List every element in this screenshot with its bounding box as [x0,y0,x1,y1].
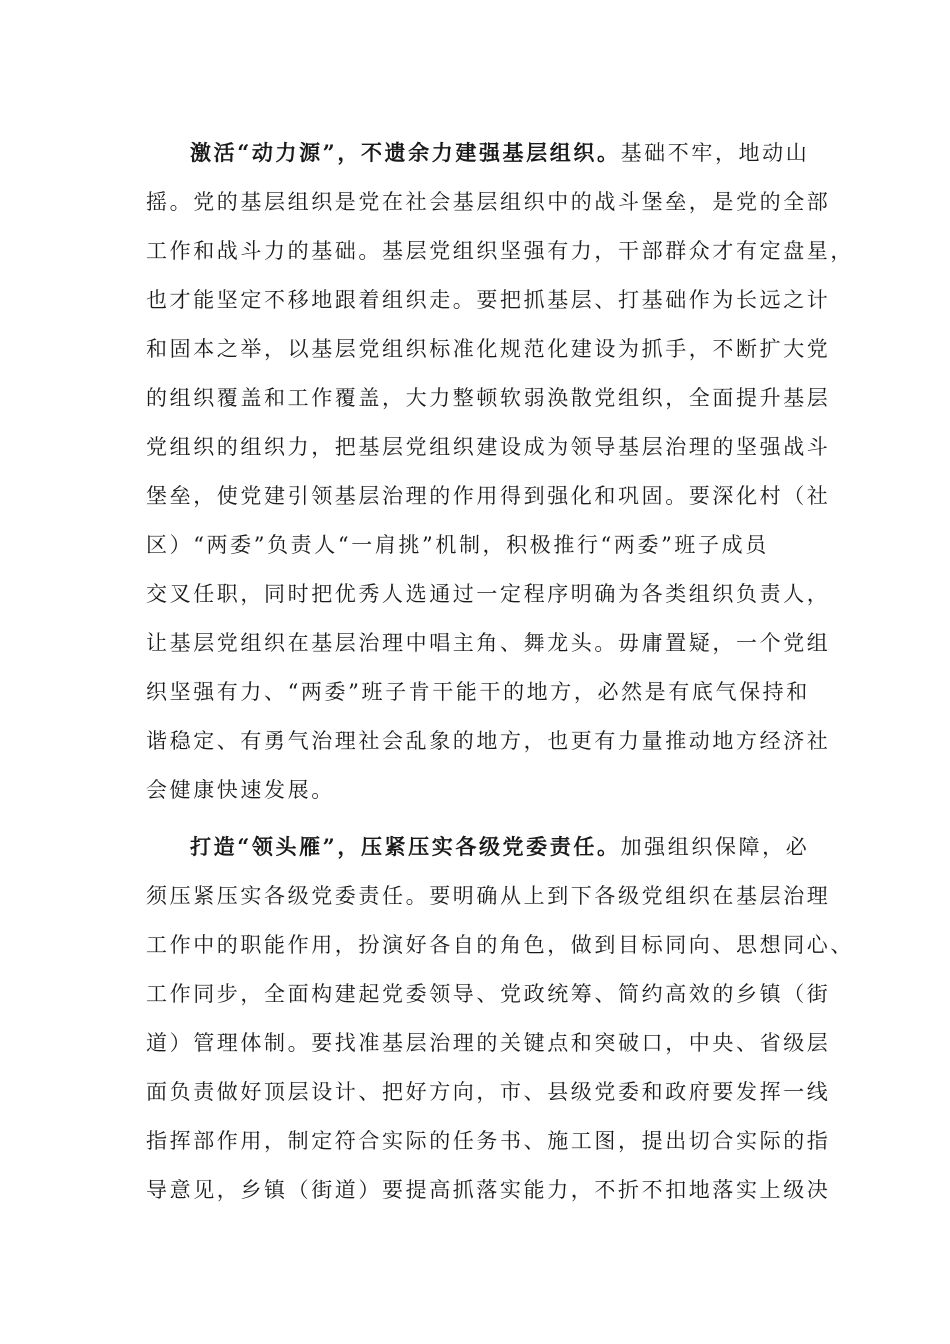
paragraph-1-line-14: 会健康快速发展。 [146,778,335,802]
paragraph-1-line-7: 党组织的组织力，把基层党组织建设成为领导基层治理的坚强战斗 [146,435,831,459]
paragraph-1-line-12: 织坚强有力、“两委”班子肯干能干的地方，必然是有底气保持和 [146,680,810,704]
paragraph-2-line-1 [190,832,810,862]
paragraph-1-line-8: 堡垒，使党建引领基层治理的作用得到强化和巩固。要深化村（社 [146,484,831,508]
paragraph-1-line-5: 和固本之举，以基层党组织标准化规范化建设为抓手，不断扩大党 [146,337,831,361]
paragraph-1-line-10: 交叉任职，同时把优秀人选通过一定程序明确为各类组织负责人， [146,582,831,606]
paragraph-1-line-13: 谐稳定、有勇气治理社会乱象的地方，也更有力量推动地方经济社 [146,729,831,753]
paragraph-2-heading: 打造“领头雁”，压紧压实各级党委责任。 [190,834,621,859]
paragraph-1-heading: 激活“动力源”，不遗余力建强基层组织。 [190,140,621,165]
paragraph-2-line-4: 工作同步，全面构建起党委领导、党政统筹、简约高效的乡镇（街 [146,982,831,1006]
paragraph-2-line-6: 面负责做好顶层设计、把好方向，市、县级党委和政府要发挥一线 [146,1080,831,1104]
paragraph-1-line-6: 的组织覆盖和工作覆盖，大力整顿软弱涣散党组织，全面提升基层 [146,386,831,410]
paragraph-2-line-3: 工作中的职能作用，扮演好各自的角色，做到目标同向、思想同心、 [146,933,854,957]
paragraph-2-text: 加强组织保障，必 [620,835,810,859]
paragraph-2-line-7: 指挥部作用，制定符合实际的任务书、施工图，提出切合实际的指 [146,1129,831,1153]
paragraph-1-line-4: 也才能坚定不移地跟着组织走。要把抓基层、打基础作为长远之计 [146,288,831,312]
paragraph-1-line-9: 区）“两委”负责人“一肩挑”机制，积极推行“两委”班子成员 [146,533,769,557]
paragraph-2-line-2: 须压紧压实各级党委责任。要明确从上到下各级党组织在基层治理 [146,884,831,908]
paragraph-1-line-2: 摇。党的基层组织是党在社会基层组织中的战斗堡垒，是党的全部 [146,190,831,214]
paragraph-1-line-1 [190,138,810,168]
paragraph-1-line-11: 让基层党组织在基层治理中唱主角、舞龙头。毋庸置疑，一个党组 [146,631,831,655]
paragraph-1-line-3: 工作和战斗力的基础。基层党组织坚强有力，干部群众才有定盘星， [146,239,854,263]
paragraph-2-line-8: 导意见，乡镇（街道）要提高抓落实能力，不折不扣地落实上级决 [146,1178,831,1202]
paragraph-1-text: 基础不牢，地动山 [620,141,810,165]
paragraph-2-line-5: 道）管理体制。要找准基层治理的关键点和突破口，中央、省级层 [146,1031,831,1055]
